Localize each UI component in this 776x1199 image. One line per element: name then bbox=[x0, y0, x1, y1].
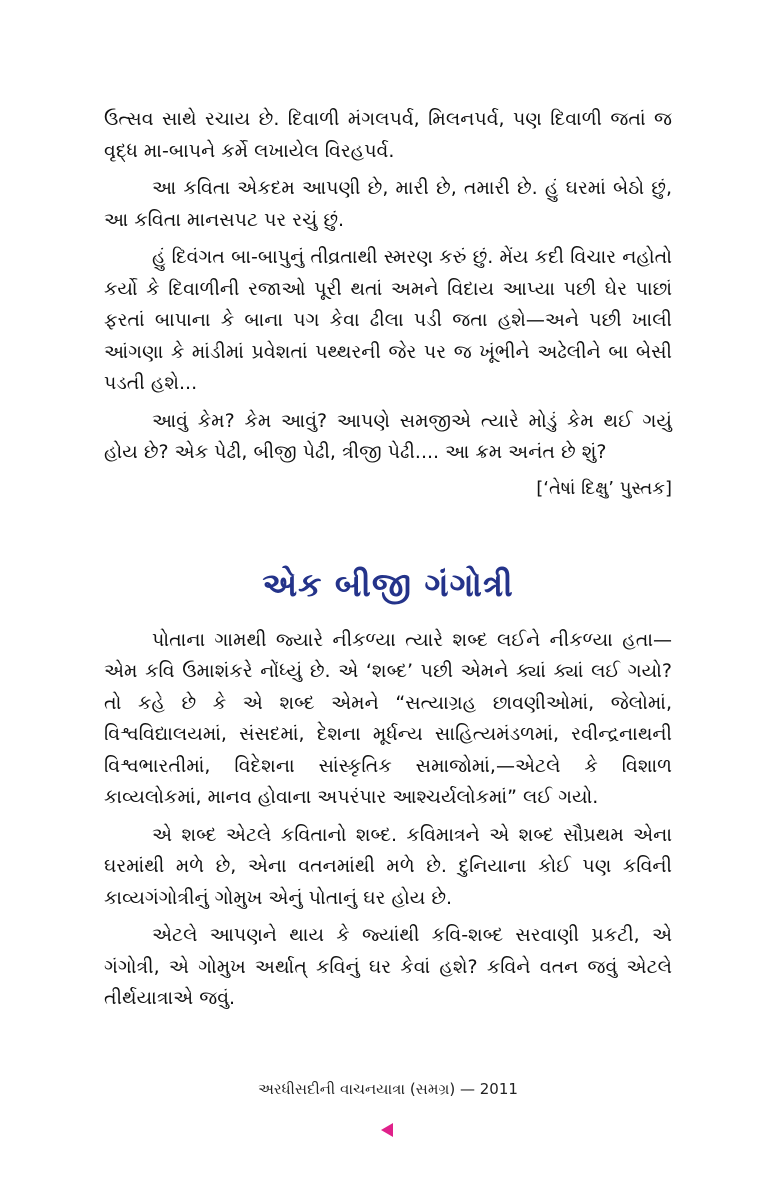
paragraph-generations: આવું કેમ? કેમ આવું? આપણે સમજીએ ત્યારે મોડું કેમ થઈ ગયું હોય છે? એક પેઢી, બીજી પેઢી, ત્રીજી પેઢી.... આ ક્રમ અનંત છે શું? bbox=[104, 409, 672, 463]
paragraph-pilgrimage: એટલે આપણને થાય કે જ્યાંથી કવિ-શબ્દ સરવાણી પ્રકટી, એ ગંગોત્રી, એ ગોમુખ અર્થાત્ કવિનું ઘર કેવાં હશે? કવિને વતન જવું એટલે તીર્થયાત્રાએ જવું. bbox=[104, 924, 672, 1009]
page-footer: અરધીસદીની વાચનયાત્રા (સમગ્ર) — 2011 bbox=[258, 1080, 518, 1098]
paragraph-word-of-poetry: એ શબ્દ એટલે કવિતાનો શબ્દ. કવિમાત્રને એ શબ્દ સૌપ્રથમ એના ઘરમાંથી મળે છે, એના વતનમાંથી મળે છે. દુનિયાના કોઈ પણ કવિની કાવ્યગંગોત્રીનું ગોમુખ એનું પોતાનું ઘર હોય છે. bbox=[104, 823, 672, 909]
paragraph-continued: ઉત્સવ સાથે રચાય છે. દિવાળી મંગલપર્વ, મિલનપર્વ, પણ દિવાળી જતાં જ વૃદ્ધ મા-બાપને કર્મે લખાયેલ વિરહપર્વ. bbox=[104, 108, 672, 162]
section-title: એક બીજી ગંગોત્રી bbox=[262, 564, 514, 604]
paragraph-remembrance: હું દિવંગત બા-બાપુનું તીવ્રતાથી સ્મરણ કરું છું. મેંય કદી વિચાર નહોતો કર્યો કે દિવાળીની રજાઓ પૂરી થતાં અમને વિદાય આપ્યા પછી ઘેર પાછાં ફરતાં બાપાના કે બાના પગ કેવા ઢીલા પડી જતા હશે—અને પછી ખાલી આંગણા કે માંડીમાં પ્રવેશતાં પથ્થરની જેર પર જ ખૂંભીને અઢેલીને બા બેસી પડતી હશે... bbox=[104, 246, 672, 394]
previous-page-arrow-icon[interactable] bbox=[381, 1123, 393, 1137]
page-content bbox=[104, 104, 672, 1015]
paragraph-poem-ours: આ કવિતા એકદમ આપણી છે, મારી છે, તમારી છે. હું ઘરમાં બેઠો છું, આ કવિતા માનસપટ પર રચું છું. bbox=[104, 177, 672, 231]
source-citation: [‘તેષાં દિક્ષુ’ પુસ્તક] bbox=[536, 477, 672, 499]
paragraph-word-journey: પોતાના ગામથી જ્યારે નીકળ્યા ત્યારે શબ્દ લઈને નીકળ્યા હતા—એમ કવિ ઉમાશંકરે નોંધ્યું છે. એ ‘શબ્દ’ પછી એમને ક્યાં ક્યાં લઈ ગયો? તો કહે છે કે એ શબ્દ એમને “સત્યાગ્રહ છાવણીઓમાં, જેલોમાં, વિશ્વવિદ્યાલયમાં, સંસદમાં, દેશના મૂર્ધન્ય સાહિત્યમંડળમાં, રવીન્દ્રનાથની વિશ્વભારતીમાં, વિદેશના સાંસ્કૃતિક સમાજોમાં,—એટલે કે વિશાળ કાવ્યલોકમાં, માનવ હોવાના અપરંપાર આશ્ચર્યલોકમાં” લઈ ગયો. bbox=[104, 628, 672, 808]
